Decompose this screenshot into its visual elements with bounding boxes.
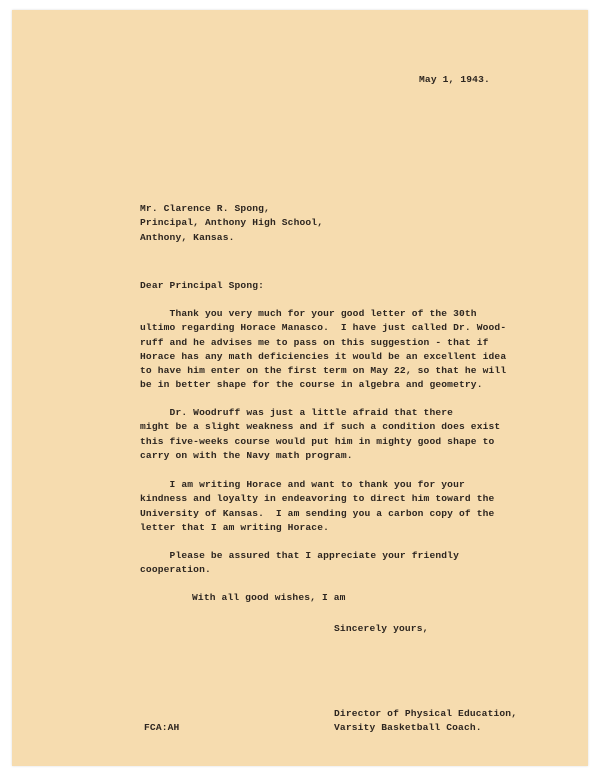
body-line: University of Kansas. I am sending you a carbon copy of the: [140, 507, 495, 519]
recipient-address: [140, 202, 323, 245]
body-paragraph-4: [140, 549, 459, 578]
body-paragraph-2: [140, 406, 500, 463]
recipient-line: Principal, Anthony High School,: [140, 217, 324, 229]
body-line: to have him enter on the first term on May 22, so that he will: [140, 365, 507, 377]
salutation: Dear Principal Spong:: [140, 280, 265, 291]
body-line: I am writing Horace and want to thank you for your: [140, 479, 465, 490]
recipient-line: Mr. Clarence R. Spong,: [140, 203, 270, 214]
signature-line: Varsity Basketball Coach.: [334, 722, 482, 734]
body-paragraph-1: [140, 307, 506, 393]
body-line: kindness and loyalty in endeavoring to direct him toward the: [140, 493, 495, 505]
closing-line: With all good wishes, I am: [192, 592, 346, 603]
letter-page: [12, 10, 588, 766]
body-line: carry on with the Navy math program.: [140, 449, 353, 461]
recipient-line: Anthony, Kansas.: [140, 231, 235, 243]
body-line: ruff and he advises me to pass on this suggestion - that if: [140, 336, 489, 348]
letter-date: May 1, 1943.: [419, 74, 490, 85]
body-line: be in better shape for the course in algebra and geometry.: [140, 379, 483, 391]
body-line: Dr. Woodruff was just a little afraid that there: [140, 407, 454, 418]
body-line: letter that I am writing Horace.: [140, 521, 330, 533]
body-line: this five-weeks course would put him in mighty good shape to: [140, 435, 495, 447]
signature-line: Director of Physical Education,: [334, 708, 518, 719]
body-line: Horace has any math deficiencies it would be an excellent idea: [140, 350, 507, 362]
complimentary-close: Sincerely yours,: [334, 623, 429, 634]
body-line: ultimo regarding Horace Manasco. I have just called Dr. Wood-: [140, 322, 507, 334]
typist-initials: FCA:AH: [144, 722, 180, 733]
body-line: cooperation.: [140, 564, 211, 576]
body-line: Please be assured that I appreciate your friendly: [140, 550, 459, 561]
body-line: Thank you very much for your good letter of the 30th: [140, 308, 477, 319]
body-paragraph-3: [140, 478, 494, 535]
body-line: might be a slight weakness and if such a condition does exist: [140, 421, 501, 433]
signature-block: [334, 707, 517, 736]
